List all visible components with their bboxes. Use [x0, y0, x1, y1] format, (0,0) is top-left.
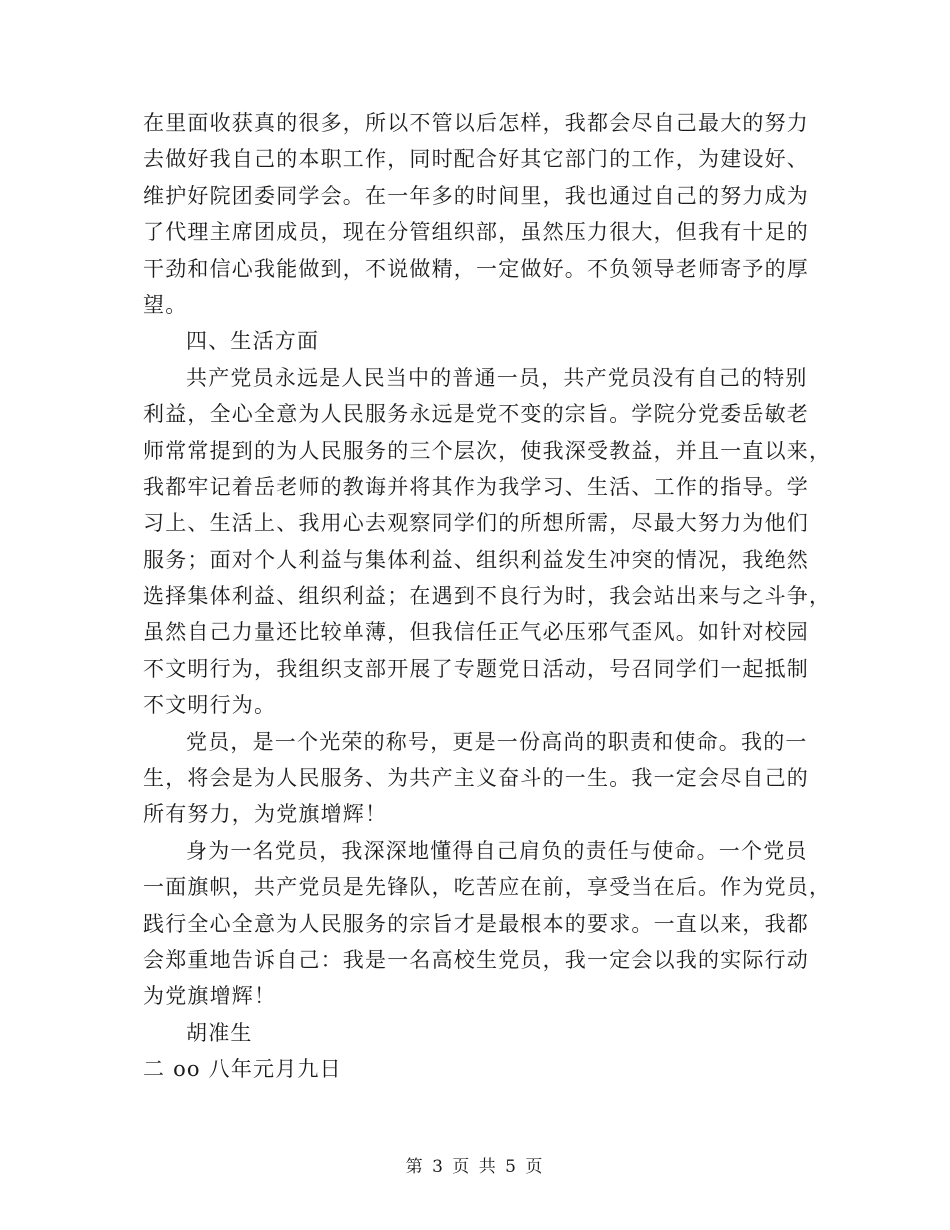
- text-line: 习上、生活上、我用心去观察同学们的所想所需，尽最大努力为他们: [143, 511, 809, 536]
- text-line: 为党旗增辉！: [143, 984, 277, 1009]
- text-line: 望。: [143, 292, 188, 317]
- signature-name: 胡准生: [186, 1020, 253, 1045]
- text-line: 师常常提到的为人民服务的三个层次，使我深受教益，并且一直以来，: [143, 438, 832, 463]
- text-line: 在里面收获真的很多，所以不管以后怎样，我都会尽自己最大的努力: [143, 111, 809, 135]
- document-body: [143, 105, 832, 1088]
- text-line: 党员，是一个光荣的称号，更是一份高尚的职责和使命。我的一: [186, 729, 808, 754]
- text-line: 不文明行为，我组织支部开展了专题党日活动，号召同学们一起抵制: [143, 656, 809, 681]
- text-line: 了代理主席团成员，现在分管组织部，虽然压力很大，但我有十足的: [143, 220, 809, 245]
- text-line: 维护好院团委同学会。在一年多的时间里，我也通过自己的努力成为: [143, 183, 809, 208]
- text-line: 践行全心全意为人民服务的宗旨才是最根本的要求。一直以来，我都: [143, 911, 809, 936]
- text-line: 生，将会是为人民服务、为共产主义奋斗的一生。我一定会尽自己的: [143, 766, 809, 791]
- signature-date: 二 oo 八年元月九日: [143, 1057, 342, 1082]
- text-line: 利益，全心全意为人民服务永远是党不变的宗旨。学院分党委岳敏老: [143, 402, 809, 427]
- text-line: 服务；面对个人利益与集体利益、组织利益发生冲突的情况，我绝然: [143, 547, 809, 572]
- text-line: 不文明行为。: [143, 693, 277, 718]
- section-heading: 四、生活方面: [186, 329, 320, 354]
- text-line: 一面旗帜，共产党员是先锋队，吃苦应在前，享受当在后。作为党员，: [143, 875, 832, 900]
- text-line: 会郑重地告诉自己：我是一名高校生党员，我一定会以我的实际行动: [143, 947, 809, 972]
- text-line: 我都牢记着岳老师的教诲并将其作为我学习、生活、工作的指导。学: [143, 474, 809, 499]
- text-line: 共产党员永远是人民当中的普通一员，共产党员没有自己的特别: [186, 365, 808, 390]
- text-line: 身为一名党员，我深深地懂得自己肩负的责任与使命。一个党员: [186, 838, 808, 863]
- text-line: 所有努力，为党旗增辉！: [143, 802, 388, 827]
- text-line: 选择集体利益、组织利益；在遇到不良行为时，我会站出来与之斗争，: [143, 584, 832, 609]
- text-line: 干劲和信心我能做到，不说做精，一定做好。不负领导老师寄予的厚: [143, 256, 809, 281]
- text-line: 去做好我自己的本职工作，同时配合好其它部门的工作，为建设好、: [143, 147, 809, 172]
- text-line: 虽然自己力量还比较单薄，但我信任正气必压邪气歪风。如针对校园: [143, 620, 809, 645]
- page-number-footer: 第 3 页 共 5 页: [405, 1157, 545, 1177]
